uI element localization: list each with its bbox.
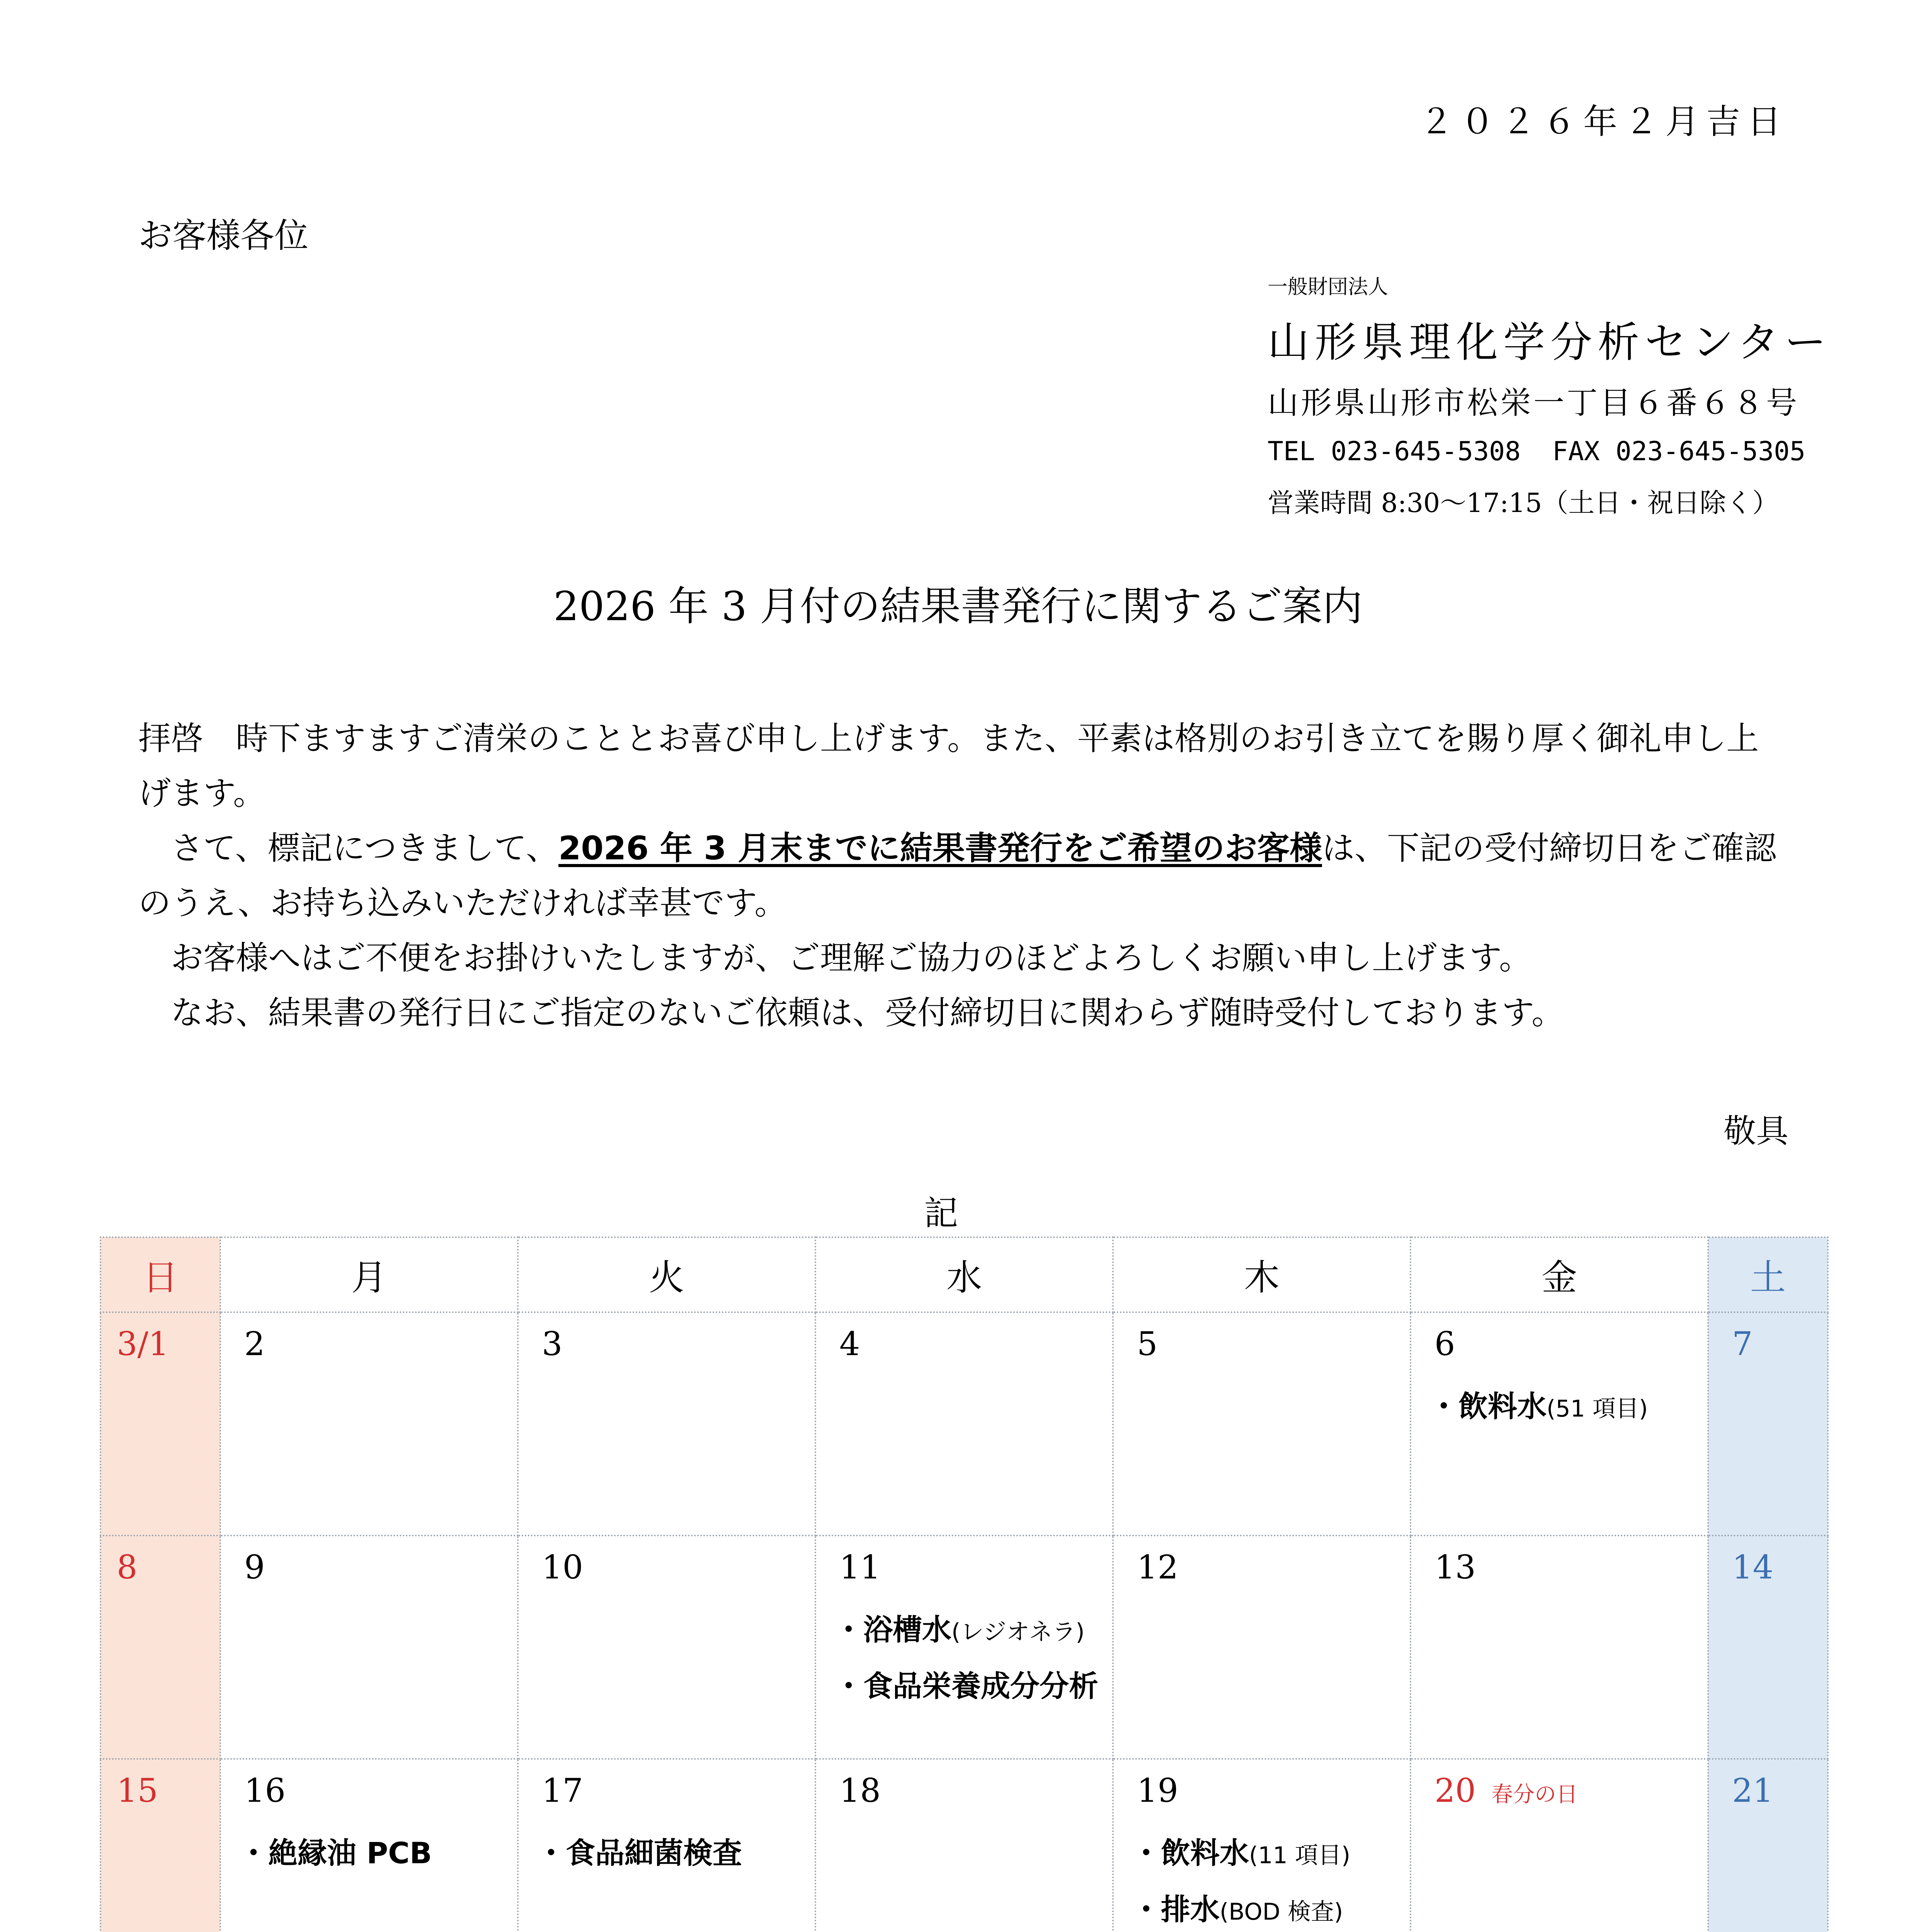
item-name: ・飲料水: [1132, 1836, 1249, 1870]
day-cell: [220, 1759, 518, 1932]
day-number: 19: [1137, 1772, 1178, 1810]
day-number: 12: [1137, 1548, 1178, 1586]
day-number: 3: [542, 1325, 563, 1363]
deadline-item: [1132, 1826, 1410, 1883]
letter-body: [138, 711, 1788, 1040]
day-cell: [1113, 1536, 1411, 1759]
day-number: 13: [1434, 1548, 1476, 1586]
deadline-list: [816, 1603, 1112, 1713]
item-name: ・食品栄養成分分析: [834, 1669, 1098, 1703]
request-post: は、下記の受付締切日をご確認のうえ、お持ち込みいただければ幸甚です。: [138, 829, 1776, 922]
day-number: 5: [1137, 1325, 1158, 1363]
document-title: 2026 年 3 月付の結果書発行に関するご案内: [553, 583, 1363, 630]
item-detail: (レジオネラ): [951, 1619, 1085, 1646]
day-number: 11: [839, 1548, 881, 1586]
day-cell: [1708, 1536, 1828, 1759]
day-number: [1411, 1760, 1707, 1810]
deadline-list: [519, 1826, 815, 1880]
day-number: 15: [117, 1772, 158, 1810]
day-number: 21: [1732, 1772, 1773, 1810]
weekday-wed: 水: [815, 1237, 1113, 1312]
day-number: 14: [1732, 1548, 1773, 1586]
day-number: 6: [1434, 1325, 1455, 1363]
day-cell: [220, 1536, 518, 1759]
day-number: 16: [244, 1772, 286, 1810]
day-number: 2: [244, 1325, 265, 1363]
week-row: [100, 1312, 1828, 1536]
day-cell: [518, 1312, 815, 1536]
ki-heading: 記: [924, 1193, 958, 1233]
weekday-mon: 月: [220, 1237, 518, 1312]
sender-block: [1268, 270, 1832, 520]
org-address: 山形県山形市松栄一丁目６番６８号: [1268, 385, 1799, 421]
day-number: 3/1: [117, 1325, 169, 1363]
day-cell: [1411, 1536, 1708, 1759]
apology-paragraph: お客様へはご不便をお掛けいたしますが、ご理解ご協力のほどよろしくお願い申し上げます。: [171, 939, 1532, 977]
weekday-fri: 金: [1411, 1237, 1708, 1312]
day-cell: [1411, 1759, 1708, 1932]
day-cell: [1708, 1759, 1828, 1932]
weekday-header-row: [100, 1237, 1828, 1312]
issue-date: ２０２６年２月吉日: [1419, 102, 1788, 141]
day-cell: [815, 1759, 1113, 1932]
day-number: 9: [244, 1548, 265, 1586]
day-cell: [1411, 1312, 1708, 1536]
day-number: 18: [839, 1772, 881, 1810]
weekday-tue: 火: [518, 1237, 815, 1312]
item-name: ・飲料水: [1429, 1389, 1547, 1423]
day-cell: [220, 1312, 518, 1536]
deadline-item: [1429, 1379, 1707, 1436]
org-name: 山形県理化学分析センター: [1268, 318, 1832, 367]
deadline-item: [239, 1826, 517, 1880]
day-cell: [100, 1536, 220, 1759]
deadline-item: [834, 1603, 1112, 1659]
org-hours: 営業時間 8:30～17:15（土日・祝日除く）: [1268, 488, 1779, 519]
weekday-thu: 木: [1113, 1237, 1411, 1312]
day-cell: [518, 1759, 815, 1932]
day-number: 8: [117, 1548, 138, 1586]
item-name: ・浴槽水: [834, 1612, 951, 1647]
item-name: ・食品細菌検査: [536, 1836, 742, 1870]
item-detail: (51 項目): [1547, 1395, 1648, 1422]
day-number: 17: [542, 1772, 583, 1810]
deadline-list: [221, 1826, 517, 1880]
day-cell: [1113, 1759, 1411, 1932]
greeting-paragraph: 拝啓 時下ますますご清栄のこととお喜び申し上げます。また、平素は格別のお引き立てを賜り厚く御礼申し上げます。: [138, 719, 1759, 812]
deadline-item: [834, 1659, 1112, 1713]
week-row: [100, 1536, 1828, 1759]
closing: 敬具: [1723, 1112, 1788, 1150]
day-number-holiday: 20: [1434, 1772, 1476, 1810]
day-number: 7: [1732, 1325, 1753, 1363]
item-name: ・排水: [1132, 1892, 1220, 1927]
acceptance-paragraph: なお、結果書の発行日にご指定のないご依頼は、受付締切日に関わらず随時受付しております。: [171, 994, 1564, 1032]
day-cell: [815, 1312, 1113, 1536]
day-cell: [815, 1536, 1113, 1759]
item-detail: (BOD 検査): [1220, 1898, 1343, 1925]
item-detail: (11 項目): [1249, 1842, 1351, 1869]
request-paragraph: [138, 821, 1788, 930]
item-name: ・絶縁油 PCB: [239, 1836, 432, 1870]
day-cell: [518, 1536, 815, 1759]
holiday-label: 春分の日: [1491, 1782, 1578, 1807]
day-cell: [1113, 1312, 1411, 1536]
day-number: 10: [542, 1548, 583, 1586]
deadline-list: [1411, 1379, 1707, 1436]
deadline-calendar: [100, 1236, 1829, 1932]
week-row: [100, 1759, 1828, 1932]
request-highlight: 2026 年 3 月末までに結果書発行をご希望のお客様: [558, 829, 1322, 867]
org-type: 一般財団法人: [1268, 276, 1389, 299]
weekday-sat: 土: [1708, 1237, 1828, 1312]
weekday-sun: 日: [100, 1237, 220, 1312]
deadline-item: [536, 1826, 815, 1880]
recipient: お客様各位: [138, 216, 309, 255]
org-tel-fax: TEL 023-645-5308 FAX 023-645-5305: [1268, 436, 1805, 467]
day-number: 4: [839, 1325, 860, 1363]
deadline-item: [1132, 1883, 1410, 1932]
day-cell: [100, 1759, 220, 1932]
day-cell: [1708, 1312, 1828, 1536]
day-cell: [100, 1312, 220, 1536]
request-pre: さて、標記につきまして、: [171, 829, 558, 867]
deadline-list: [1114, 1826, 1410, 1932]
